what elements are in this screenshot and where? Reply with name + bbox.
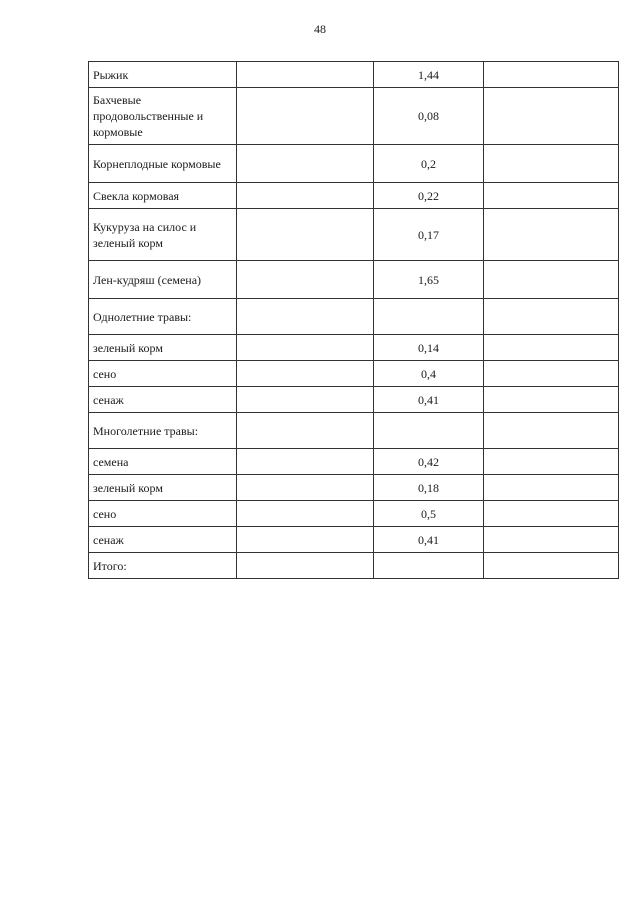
empty-cell — [237, 527, 374, 553]
table-row — [89, 553, 619, 579]
table-row — [89, 527, 619, 553]
value-cell: 0,18 — [374, 475, 484, 501]
empty-cell — [237, 299, 374, 335]
empty-cell — [237, 209, 374, 261]
page-number: 48 — [314, 22, 326, 36]
empty-cell — [237, 501, 374, 527]
empty-cell — [484, 501, 619, 527]
crop-name-cell: Свекла кормовая — [89, 183, 237, 209]
empty-cell — [237, 88, 374, 145]
crop-table — [88, 61, 619, 579]
value-cell: 0,5 — [374, 501, 484, 527]
crop-name-cell: сено — [89, 501, 237, 527]
empty-cell — [237, 335, 374, 361]
crop-name-cell: Бахчевые продовольственные и кормовые — [89, 88, 237, 145]
table-row — [89, 62, 619, 88]
crop-name-cell: Лен-кудряш (семена) — [89, 261, 237, 299]
empty-cell — [484, 335, 619, 361]
empty-cell — [237, 145, 374, 183]
crop-name-cell: сенаж — [89, 527, 237, 553]
empty-cell — [237, 183, 374, 209]
table-row — [89, 299, 619, 335]
value-cell: 0,41 — [374, 387, 484, 413]
empty-cell — [484, 145, 619, 183]
value-cell: 0,08 — [374, 88, 484, 145]
empty-cell — [237, 475, 374, 501]
empty-cell — [237, 62, 374, 88]
table-row — [89, 88, 619, 145]
empty-cell — [237, 261, 374, 299]
empty-cell — [484, 209, 619, 261]
group-header-cell: Однолетние травы: — [89, 299, 237, 335]
table-row — [89, 261, 619, 299]
table-row — [89, 183, 619, 209]
table-row — [89, 449, 619, 475]
value-cell: 0,17 — [374, 209, 484, 261]
value-cell: 1,65 — [374, 261, 484, 299]
table-row — [89, 501, 619, 527]
table-row — [89, 387, 619, 413]
empty-cell — [484, 413, 619, 449]
value-cell — [374, 413, 484, 449]
value-cell: 0,22 — [374, 183, 484, 209]
crop-name-cell: Кукуруза на силос и зеленый корм — [89, 209, 237, 261]
empty-cell — [237, 553, 374, 579]
value-cell: 0,42 — [374, 449, 484, 475]
empty-cell — [237, 413, 374, 449]
empty-cell — [484, 62, 619, 88]
empty-cell — [484, 475, 619, 501]
crop-name-cell: сено — [89, 361, 237, 387]
empty-cell — [484, 449, 619, 475]
value-cell: 0,41 — [374, 527, 484, 553]
value-cell: 0,4 — [374, 361, 484, 387]
crop-name-cell: Корнеплодные кормовые — [89, 145, 237, 183]
crop-name-cell: сенаж — [89, 387, 237, 413]
table-row — [89, 361, 619, 387]
empty-cell — [484, 553, 619, 579]
empty-cell — [484, 361, 619, 387]
crop-name-cell: семена — [89, 449, 237, 475]
empty-cell — [484, 88, 619, 145]
crop-name-cell: зеленый корм — [89, 335, 237, 361]
value-cell: 0,14 — [374, 335, 484, 361]
crop-name-cell: зеленый корм — [89, 475, 237, 501]
crop-name-cell: Рыжик — [89, 62, 237, 88]
table-row — [89, 145, 619, 183]
empty-cell — [484, 527, 619, 553]
value-cell — [374, 299, 484, 335]
value-cell: 0,2 — [374, 145, 484, 183]
table-row — [89, 475, 619, 501]
value-cell: 1,44 — [374, 62, 484, 88]
empty-cell — [237, 387, 374, 413]
value-cell — [374, 553, 484, 579]
total-label-cell: Итого: — [89, 553, 237, 579]
empty-cell — [484, 261, 619, 299]
empty-cell — [237, 449, 374, 475]
empty-cell — [484, 387, 619, 413]
empty-cell — [484, 183, 619, 209]
table-row — [89, 413, 619, 449]
group-header-cell: Многолетние травы: — [89, 413, 237, 449]
table-row — [89, 209, 619, 261]
empty-cell — [484, 299, 619, 335]
empty-cell — [237, 361, 374, 387]
table-row — [89, 335, 619, 361]
